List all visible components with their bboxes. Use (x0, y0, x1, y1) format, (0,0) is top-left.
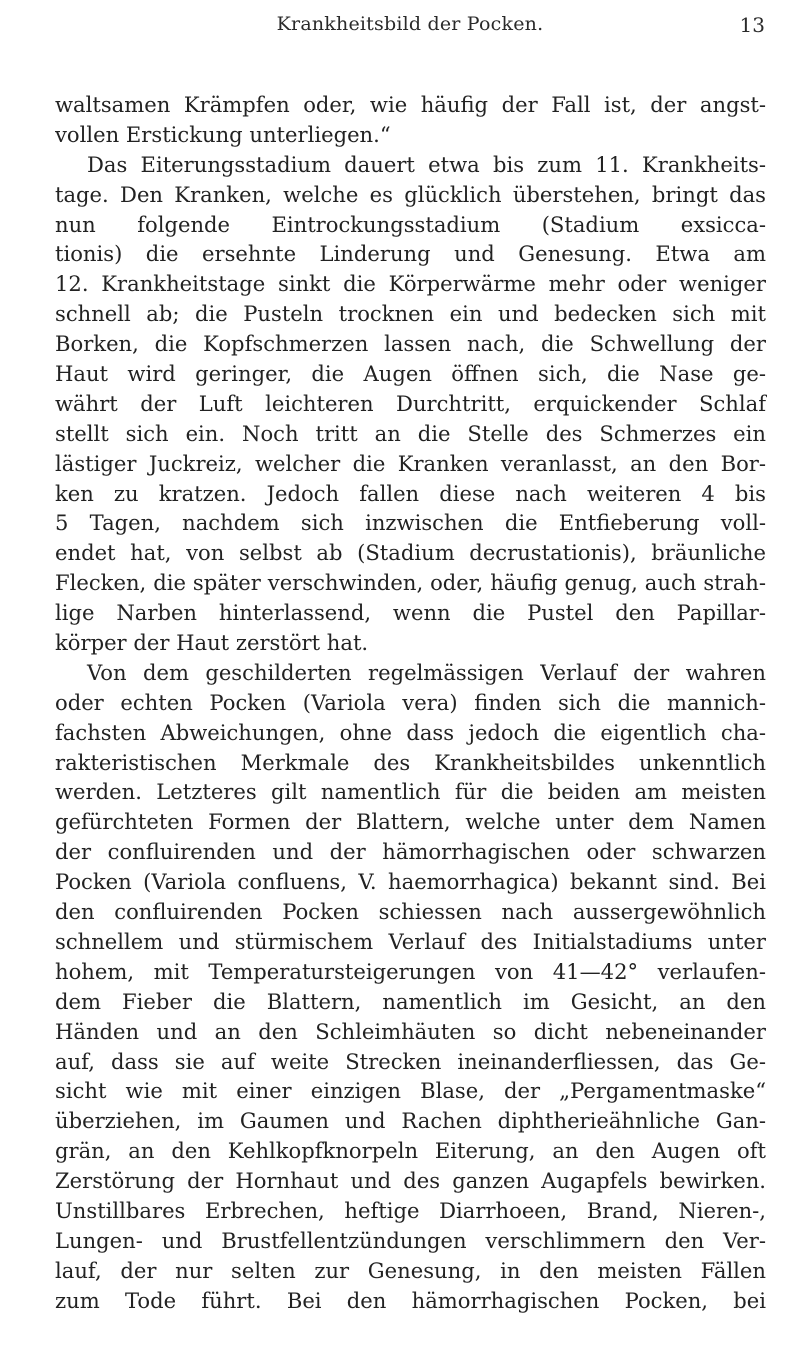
text-line: Flecken, die später verschwinden, oder, häufig genug, auch strah- (55, 570, 766, 596)
text-line: Händen und an den Schleimhäuten so dicht nebeneinander (55, 1018, 766, 1044)
text-line: hohem, mit Temperatursteigerungen von 41—42° verlaufen- (55, 958, 766, 984)
text-line: Borken, die Kopfschmerzen lassen nach, die Schwellung der (55, 331, 766, 357)
text-line: grän, an den Kehlkopfknorpeln Eiterung, an den Augen oft (55, 1138, 767, 1164)
text-line: schnell ab; die Pusteln trocknen ein und bedecken sich mit (55, 301, 766, 327)
text-line: Das Eiterungsstadium dauert etwa bis zum 11. Krankheits- (87, 151, 767, 177)
text-line: der confluirenden und der hämorrhagischen oder schwarzen (55, 839, 766, 865)
text-line: waltsamen Krämpfen oder, wie häufig der Fall ist, der angst- (55, 92, 766, 117)
text-line: währt der Luft leichteren Durchtritt, erquickender Schlaf (55, 390, 766, 416)
text-line: ken zu kratzen. Jedoch fallen diese nach weiteren 4 bis (55, 480, 766, 506)
text-line: auf, dass sie auf weite Strecken ineinanderfliessen, das Ge- (55, 1048, 767, 1074)
text-line: Zerstörung der Hornhaut und des ganzen Augapfels bewirken. (55, 1168, 766, 1194)
page-number: 13 (739, 13, 765, 37)
text-line: rakteristischen Merkmale des Krankheitsbildes unkenntlich (55, 749, 766, 775)
text-line: lästiger Juckreiz, welcher die Kranken veranlasst, an den Bor- (55, 450, 766, 476)
text-line: Von dem geschilderten regelmässigen Verlauf der wahren (87, 659, 766, 685)
body-text (55, 90, 767, 1316)
text-line: werden. Letzteres gilt namentlich für die beiden am meisten (55, 779, 766, 805)
text-line: Pocken (Variola confluens, V. haemorrhagica) bekannt sind. Bei (55, 869, 766, 895)
text-line: 12. Krankheitstage sinkt die Körperwärme mehr oder weniger (55, 271, 766, 297)
text-line: endet hat, von selbst ab (Stadium decrustationis), bräunliche (55, 540, 766, 566)
text-line: 5 Tagen, nachdem sich inzwischen die Entfieberung voll- (55, 510, 767, 536)
running-title: Krankheitsbild der Pocken. (276, 13, 544, 35)
text-line: zum Tode führt. Bei den hämorrhagischen Pocken, bei (55, 1287, 767, 1313)
text-line: Unstillbares Erbrechen, heftige Diarrhoeen, Brand, Nieren-, (55, 1197, 766, 1223)
text-line: tage. Den Kranken, welche es glücklich überstehen, bringt das (55, 181, 766, 207)
text-line: nun folgende Eintrockungsstadium (Stadium exsicca- (55, 211, 766, 237)
text-line: sicht wie mit einer einzigen Blase, der „Pergamentmaske“ (55, 1078, 766, 1104)
text-line: dem Fieber die Blattern, namentlich im Gesicht, an den (55, 988, 767, 1014)
text-line: schnellem und stürmischem Verlauf des Initialstadiums unter (55, 928, 767, 954)
text-line: stellt sich ein. Noch tritt an die Stelle des Schmerzes ein (55, 420, 766, 446)
text-line: fachsten Abweichungen, ohne dass jedoch die eigentlich cha- (55, 719, 767, 745)
text-line: den confluirenden Pocken schiessen nach aussergewöhnlich (55, 899, 766, 925)
text-line: oder echten Pocken (Variola vera) finden sich die mannich- (55, 689, 767, 715)
text-line: vollen Erstickung unterliegen.“ (55, 121, 391, 147)
page-header (55, 13, 765, 43)
text-line: lauf, der nur selten zur Genesung, in den meisten Fällen (55, 1257, 766, 1283)
text-line: körper der Haut zerstört hat. (55, 630, 369, 656)
text-line: Haut wird geringer, die Augen öffnen sich, die Nase ge- (55, 361, 766, 387)
text-line: Lungen- und Brustfellentzündungen verschlimmern den Ver- (55, 1227, 766, 1253)
text-line: überziehen, im Gaumen und Rachen diphtherieähnliche Gan- (55, 1108, 766, 1134)
text-line: gefürchteten Formen der Blattern, welche unter dem Namen (55, 809, 766, 835)
text-line: tionis) die ersehnte Linderung und Genesung. Etwa am (55, 241, 766, 267)
text-line: lige Narben hinterlassend, wenn die Pustel den Papillar- (55, 600, 766, 626)
